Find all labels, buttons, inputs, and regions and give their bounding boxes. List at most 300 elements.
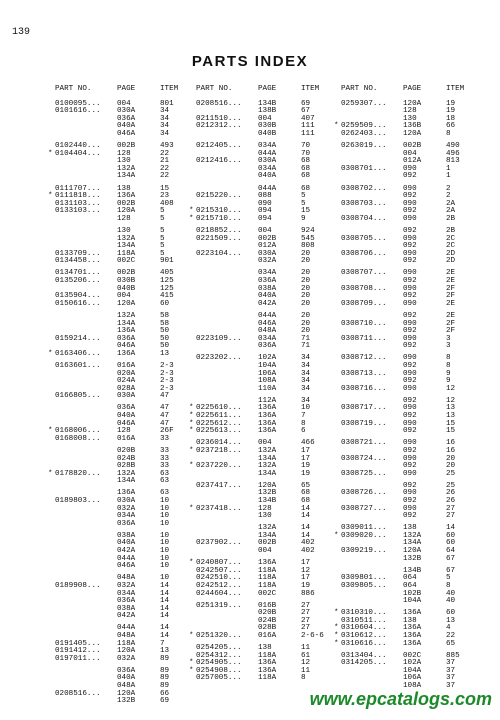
item-cell: 8 [446,362,451,370]
item-cell: 61 [301,651,311,660]
index-group [196,101,336,139]
page-cell: 090 [403,184,417,193]
part-no-cell: 0308721... [341,439,387,448]
part-no-cell: 0310616... [341,639,387,648]
part-no-cell [55,236,117,244]
index-row [55,521,195,529]
page-cell: 044A [117,624,136,633]
index-group [55,575,195,621]
part-no-cell: 0163601... [55,362,101,370]
page-cell: 048A [117,682,136,691]
page-cell: 036A [117,114,136,123]
page-cell: 002B [117,199,136,208]
page-cell: 118A [117,249,136,258]
page-cell: 004 [258,114,272,123]
part-no-cell [196,513,258,521]
item-cell: 34 [301,396,311,405]
part-no-cell [196,278,258,286]
index-group [189,184,336,224]
item-cell: 66 [160,689,170,698]
page-cell: 092 [403,377,417,386]
page-cell: 090 [403,299,417,308]
page-cell: 092 [403,497,417,505]
new-part-marker: * [189,659,194,668]
item-cell: 65 [446,639,456,648]
item-cell: 2-3 [160,369,174,378]
part-no-cell: 0221509... [196,234,242,243]
page-cell: 030A [258,157,277,166]
item-cell: 89 [160,682,170,691]
page-cell: 108A [258,377,277,386]
part-no-cell: 0308706... [341,249,387,258]
page-cell: 138 [117,184,131,193]
part-no-cell: 0197011... [55,654,101,663]
page-cell: 038A [258,284,277,293]
page-cell: 004 [403,149,417,158]
part-no-cell: 0225612... [196,419,242,428]
item-cell: 14 [160,581,170,590]
part-no-cell [196,301,258,309]
item-cell: 808 [301,242,315,251]
header-page: PAGE [258,85,277,93]
part-no-cell: 0215710... [196,214,242,223]
page-cell: 002B [403,142,422,151]
index-group [189,601,336,641]
page-cell: 136A [117,489,136,498]
page-cell: 040A [117,539,136,548]
index-row [55,698,195,706]
part-no-cell [55,533,117,541]
part-no-cell: 0259509... [341,122,387,131]
item-cell: 34 [160,114,170,123]
part-no-cell [55,228,117,236]
item-cell: 415 [160,292,174,301]
part-no-cell: 0308702... [341,184,387,193]
page-cell: 138 [403,616,417,625]
page-cell: 118A [258,581,277,590]
part-no-cell [196,525,258,533]
item-cell: 2C [446,242,456,251]
part-no-cell: 0251320... [196,632,242,640]
part-no-cell [341,675,403,683]
item-cell: 125 [160,284,174,293]
part-no-cell: 0310604... [341,624,387,633]
item-cell: 2D [446,257,456,266]
part-no-cell: 0313404... [341,651,387,660]
item-cell: 885 [446,651,460,660]
item-cell: 5 [160,214,165,223]
part-no-cell: 0189908... [55,581,101,590]
part-no-cell: 0100095... [55,99,101,108]
page-cell: 028A [117,384,136,393]
page-cell: 030A [117,497,136,505]
item-cell: 11 [301,666,311,675]
page-cell: 046A [117,419,136,428]
part-no-cell: 0309801... [341,574,387,583]
index-row [334,639,481,649]
page-cell: 134A [117,319,136,328]
page-cell: 032A [258,257,277,266]
item-cell: 14 [301,512,311,521]
item-cell: 14 [160,589,170,598]
item-cell: 60 [160,299,170,308]
page-cell: 092 [403,362,417,370]
part-no-cell [55,548,117,556]
page-cell: 090 [403,404,417,413]
page-cell: 036A [117,519,136,528]
item-cell: 33 [160,462,170,471]
item-cell: 22 [446,632,456,640]
item-cell: 27 [301,601,311,610]
page-cell: 028B [117,462,136,471]
page-cell: 120A [403,99,422,108]
part-no-cell: 0308701... [341,164,387,173]
item-cell: 17 [301,446,311,455]
part-no-cell [55,613,117,621]
part-no-cell [55,668,117,676]
item-cell: 8 [301,674,306,683]
part-no-cell [341,591,403,599]
index-group [48,404,195,443]
item-cell: 10 [160,547,170,556]
new-part-marker: * [334,531,339,540]
part-no-cell [55,506,117,514]
item-cell: 33 [160,454,170,463]
part-no-cell: 0242510... [196,574,242,583]
part-no-cell: 0308710... [341,319,387,328]
item-cell: 5 [446,574,451,583]
page-cell: 092 [403,462,417,471]
part-no-cell [341,598,403,606]
part-no-cell [55,321,117,329]
page-cell: 038A [117,604,136,613]
item-cell: 10 [160,562,170,571]
item-cell: 9 [446,377,451,386]
page-cell: 028B [258,624,277,633]
item-cell: 71 [301,334,311,343]
part-no-cell [55,698,117,706]
page-cell: 034A [117,589,136,598]
index-column-3 [334,85,481,695]
item-cell: 10 [160,531,170,540]
page-cell: 120A [117,299,136,308]
item-cell: 14 [301,504,311,513]
item-cell: 18 [446,114,456,123]
index-group [55,228,195,266]
page-cell: 136A [258,404,277,413]
index-group [55,363,195,401]
page-cell: 040A [117,674,136,683]
index-group [341,653,481,691]
page-cell: 092 [403,172,417,181]
part-no-cell: 0135206... [55,277,101,286]
part-no-cell: 0242507... [196,566,242,575]
item-cell: 71 [301,342,311,351]
page-cell: 036A [117,334,136,343]
page-cell: 088 [258,192,272,201]
item-cell: 2C [446,234,456,243]
page-cell: 030A [117,107,136,116]
part-no-cell: 0191405... [55,639,101,648]
index-row [341,598,481,606]
item-cell: 5 [301,199,306,208]
part-no-cell: 0134458... [55,257,101,266]
item-cell: 34 [301,354,311,363]
item-cell: 13 [446,404,456,413]
item-cell: 14 [160,632,170,640]
item-cell: 22 [160,172,170,181]
item-cell: 2B [446,214,456,223]
page-cell: 094 [258,207,272,216]
page-cell: 138 [403,524,417,533]
item-cell: 34 [301,377,311,386]
new-part-marker: * [189,632,194,640]
page-cell: 130 [258,512,272,521]
item-cell: 2-3 [160,377,174,386]
item-cell: 20 [446,454,456,463]
page-cell: 012A [403,157,422,166]
index-group [48,311,195,359]
index-group [341,313,481,351]
part-no-cell: 0237418... [196,504,242,513]
page-cell: 090 [258,199,272,208]
page-cell: 042A [117,612,136,621]
item-cell: 68 [301,184,311,193]
part-no-cell: 0223109... [196,334,242,343]
part-no-cell [196,371,258,379]
item-cell: 10 [160,512,170,521]
part-no-cell: 0240807... [196,559,242,568]
part-no-cell: 0212405... [196,142,242,151]
item-cell: 19 [301,469,311,478]
page-cell: 136A [403,609,422,618]
page-cell: 108A [403,682,422,691]
page-cell: 004 [258,227,272,235]
page-cell: 032A [117,504,136,513]
part-no-cell: 0308717... [341,404,387,413]
part-no-cell: 0237220... [196,462,242,471]
part-no-cell [196,548,258,556]
part-no-cell [196,173,258,181]
item-cell: 20 [301,257,311,266]
item-cell: 14 [160,624,170,633]
part-no-cell [196,286,258,294]
item-cell: 26F [160,427,174,436]
item-cell: 26 [446,497,456,505]
page-cell: 134B [403,566,422,575]
part-no-cell: 0308713... [341,369,387,378]
item-cell: 2 [446,184,451,193]
item-cell: 20 [301,319,311,328]
item-cell: 545 [301,234,315,243]
part-no-cell [341,513,403,521]
page-cell: 136B [403,122,422,131]
page-cell: 102A [258,354,277,363]
part-no-cell: 0309219... [341,547,387,556]
item-cell: 40 [446,589,456,598]
item-cell: 493 [160,142,174,151]
part-no-cell: 0259307... [341,99,387,108]
index-row [341,386,481,394]
page-cell: 092 [403,412,417,421]
page-number: 139 [12,27,31,38]
page-cell: 134A [117,242,136,251]
page-cell: 092 [403,257,417,266]
part-no-cell: 0309805... [341,581,387,590]
page-cell: 032A [117,654,136,663]
column-header [55,86,195,94]
part-no-cell [196,313,258,321]
page-cell: 046A [117,562,136,571]
part-no-cell: 0133103... [55,207,101,216]
new-part-marker: * [48,427,53,436]
item-cell: 2A [446,207,456,216]
item-cell: 15 [160,184,170,193]
item-cell: 19 [446,107,456,116]
part-no-cell: 0257005... [196,674,242,683]
item-cell: 89 [160,666,170,675]
page-cell: 090 [403,419,417,428]
page-cell: 036A [258,277,277,286]
page-cell: 130 [117,227,131,235]
page-cell: 106A [258,369,277,378]
part-no-cell: 0308709... [341,299,387,308]
index-group [55,490,195,528]
part-no-cell: 0178820... [55,469,101,478]
index-group [55,533,195,571]
item-cell: 27 [301,609,311,618]
part-no-cell: 0168006... [55,427,101,436]
item-cell: 20 [301,327,311,336]
page-cell: 044A [258,311,277,320]
part-no-cell: 0166805... [55,392,101,401]
page-cell: 132A [117,469,136,478]
page-cell: 092 [403,427,417,436]
item-cell: 63 [160,489,170,498]
part-no-cell: 0308727... [341,504,387,513]
index-row [196,301,336,309]
item-cell: 14 [301,531,311,540]
new-part-marker: * [189,666,194,675]
page-cell: 092 [403,227,417,235]
part-no-cell [55,478,117,486]
item-cell: 3 [446,342,451,351]
page-cell: 024A [117,377,136,386]
part-no-cell: 0308711... [341,334,387,343]
item-cell: 67 [446,566,456,575]
page-cell: 092 [403,446,417,455]
item-cell: 67 [301,107,311,116]
page-cell: 016A [258,632,277,640]
index-group [196,143,336,181]
new-part-marker: * [334,632,339,640]
index-group [48,184,195,224]
page-cell: 130 [117,157,131,166]
item-cell: 63 [160,469,170,478]
page-cell: 092 [403,292,417,301]
item-cell: 64 [446,547,456,556]
page-cell: 104A [258,362,277,370]
item-cell: 34 [160,129,170,138]
item-cell: 34 [160,107,170,116]
part-no-cell [55,456,117,464]
part-no-cell [55,513,117,521]
part-no-cell [55,116,117,124]
item-cell: 58 [160,319,170,328]
page-cell: 004 [258,439,272,448]
page-cell: 090 [403,334,417,343]
item-cell: 19 [301,462,311,471]
part-no-cell: 0133709... [55,249,101,258]
item-cell: 3 [446,334,451,343]
item-cell: 33 [160,446,170,455]
page-cell: 120A [258,481,277,490]
index-row [55,656,195,664]
new-part-marker: * [189,207,194,216]
part-no-cell: 0314205... [341,659,387,668]
item-cell: 67 [446,554,456,563]
part-no-cell: 0189803... [55,497,101,505]
part-no-cell [55,606,117,614]
page-cell: 042A [117,547,136,556]
item-cell: 10 [160,497,170,505]
part-no-cell: 0134701... [55,269,101,278]
item-cell: 8 [446,581,451,590]
part-no-cell: 0251319... [196,601,242,610]
item-cell: 408 [160,199,174,208]
part-no-cell [196,293,258,301]
item-cell: 2F [446,319,456,328]
part-no-cell: 0223104... [196,249,242,258]
part-no-cell [55,448,117,456]
item-cell: 2-6-6 [301,632,324,640]
part-no-cell [55,123,117,131]
page-cell: 106A [403,674,422,683]
page-cell: 134A [258,469,277,478]
item-cell: 68 [301,157,311,166]
new-part-marker: * [334,624,339,633]
page-cell: 092 [403,342,417,351]
page-cell: 120A [117,689,136,698]
item-cell: 68 [301,164,311,173]
header-item: ITEM [160,85,179,93]
item-cell: 33 [160,434,170,443]
page-cell: 120A [117,207,136,216]
index-group [334,99,481,139]
item-cell: 27 [446,504,456,513]
item-cell: 11 [301,644,311,653]
part-no-cell: 0308708... [341,284,387,293]
item-cell: 68 [301,172,311,181]
page-cell: 110A [258,384,277,393]
index-group [189,481,336,521]
item-cell: 27 [301,616,311,625]
part-no-cell: 0237218... [196,446,242,455]
index-row [55,301,195,309]
page-cell: 034A [258,164,277,173]
new-part-marker: * [334,122,339,131]
part-no-cell: 0309011... [341,524,387,533]
part-no-cell: 0263019... [341,142,387,151]
item-cell: 89 [160,654,170,663]
item-cell: 2E [446,269,456,278]
part-no-cell: 0308703... [341,199,387,208]
part-no-cell [196,363,258,371]
page-cell: 024B [117,454,136,463]
index-row [196,513,336,521]
page-cell: 118A [117,639,136,648]
part-no-cell [196,378,258,386]
